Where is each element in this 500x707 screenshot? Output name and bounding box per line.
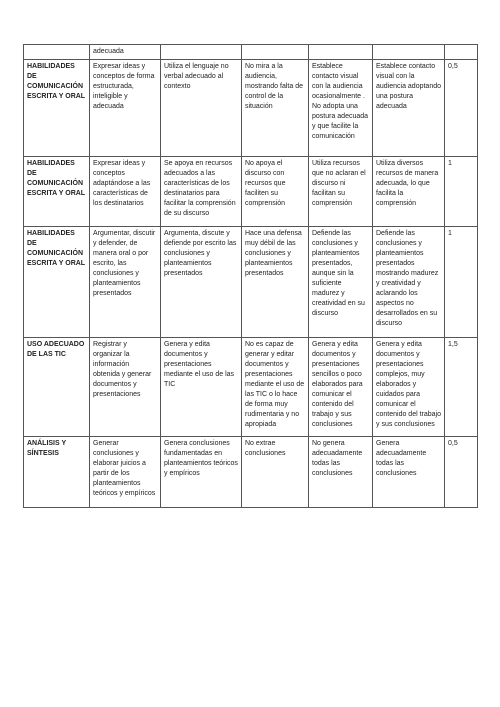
score-cell: 0,5 — [445, 60, 478, 157]
table-row — [24, 338, 478, 437]
rubric-table — [23, 44, 478, 508]
level-mid-cell: Utiliza recursos que no aclaran el discurso ni facilitan su comprensión — [309, 157, 373, 227]
level-low-cell — [242, 45, 309, 60]
table-row — [24, 227, 478, 338]
competence-cell: Generar conclusiones y elaborar juicios a partir de los planteamientos teóricos y empíricos — [90, 437, 161, 508]
level-high-cell: Genera y edita documentos y presentaciones complejos, muy elaborados y cuidados para comunicar el contenido del trabajo y sus conclusiones — [373, 338, 445, 437]
score-cell: 1 — [445, 227, 478, 338]
descriptor-cell — [161, 45, 242, 60]
level-high-cell: Utiliza diversos recursos de manera adecuada, lo que facilita la comprensión — [373, 157, 445, 227]
competence-cell: Expresar ideas y conceptos adaptándose a las características de los destinatarios — [90, 157, 161, 227]
descriptor-cell: Genera conclusiones fundamentadas en planteamientos teóricos y empíricos — [161, 437, 242, 508]
table-row — [24, 157, 478, 227]
criterion-cell: USO ADECUADO DE LAS TIC — [24, 338, 90, 437]
level-mid-cell: Establece contacto visual con la audiencia ocasionalmente . No adopta una postura adecuada y que facilite la comunicación — [309, 60, 373, 157]
level-mid-cell: Genera y edita documentos y presentaciones sencillos o poco elaborados para comunicar el contenido del trabajo y sus conclusiones — [309, 338, 373, 437]
level-mid-cell — [309, 45, 373, 60]
competence-cell: Registrar y organizar la información obtenida y generar documentos y presentaciones — [90, 338, 161, 437]
criterion-cell: HABILIDADES DE COMUNICACIÓN ESCRITA Y ORAL — [24, 227, 90, 338]
level-low-cell: No es capaz de generar y editar documentos y presentaciones mediante el uso de las TIC o lo hace de forma muy rudimentaria y no apropiada — [242, 338, 309, 437]
competence-cell: adecuada — [90, 45, 161, 60]
level-high-cell: Establece contacto visual con la audiencia adoptando una postura adecuada — [373, 60, 445, 157]
criterion-cell: ANÁLISIS Y SÍNTESIS — [24, 437, 90, 508]
score-cell: 0,5 — [445, 437, 478, 508]
level-high-cell — [373, 45, 445, 60]
level-low-cell: No apoya el discurso con recursos que faciliten su comprensión — [242, 157, 309, 227]
table-row — [24, 60, 478, 157]
level-low-cell: No extrae conclusiones — [242, 437, 309, 508]
level-mid-cell: No genera adecuadamente todas las conclusiones — [309, 437, 373, 508]
competence-cell: Expresar ideas y conceptos de forma estructurada, inteligible y adecuada — [90, 60, 161, 157]
criterion-cell: HABILIDADES DE COMUNICACIÓN ESCRITA Y ORAL — [24, 60, 90, 157]
descriptor-cell: Genera y edita documentos y presentaciones mediante el uso de las TIC — [161, 338, 242, 437]
table-row — [24, 437, 478, 508]
criterion-cell — [24, 45, 90, 60]
score-cell: 1 — [445, 157, 478, 227]
level-mid-cell: Defiende las conclusiones y planteamientos presentados, aunque sin la suficiente madurez y creatividad en su discurso — [309, 227, 373, 338]
competence-cell: Argumentar, discutir y defender, de manera oral o por escrito, las conclusiones y planteamientos presentados — [90, 227, 161, 338]
table-row — [24, 45, 478, 60]
descriptor-cell: Se apoya en recursos adecuados a las características de los destinatarios para facilitar la comprensión de su discurso — [161, 157, 242, 227]
descriptor-cell: Argumenta, discute y defiende por escrito las conclusiones y planteamientos presentados — [161, 227, 242, 338]
criterion-cell: HABILIDADES DE COMUNICACIÓN ESCRITA Y ORAL — [24, 157, 90, 227]
level-low-cell: Hace una defensa muy débil de las conclusiones y planteamientos presentados — [242, 227, 309, 338]
level-low-cell: No mira a la audiencia, mostrando falta de control de la situación — [242, 60, 309, 157]
score-cell — [445, 45, 478, 60]
descriptor-cell: Utiliza el lenguaje no verbal adecuado al contexto — [161, 60, 242, 157]
score-cell: 1,5 — [445, 338, 478, 437]
level-high-cell: Genera adecuadamente todas las conclusiones — [373, 437, 445, 508]
level-high-cell: Defiende las conclusiones y planteamientos presentados mostrando madurez y creatividad y aclarando los aspectos no desarrollados en su discurso — [373, 227, 445, 338]
